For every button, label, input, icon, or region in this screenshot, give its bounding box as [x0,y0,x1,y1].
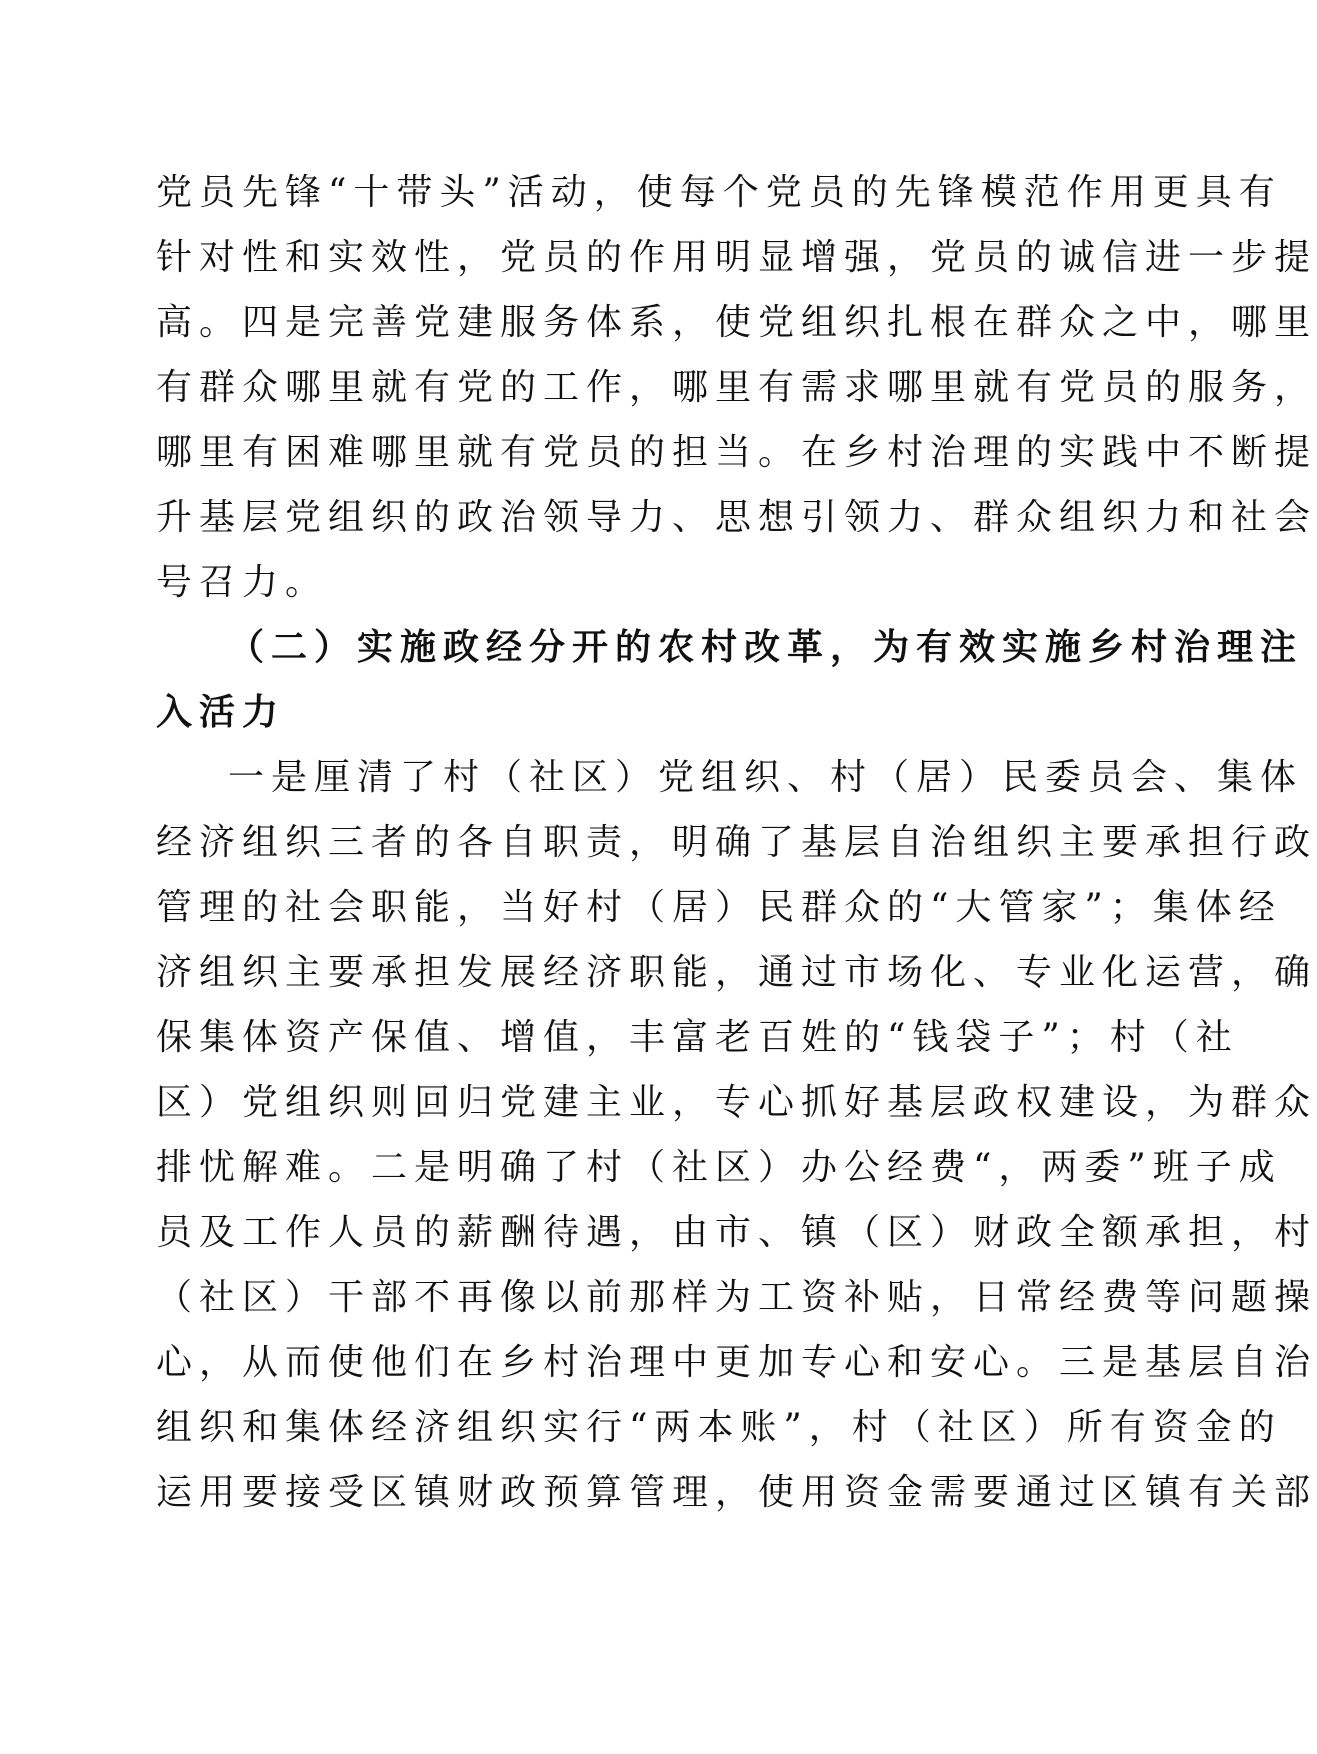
text-line: 党员先锋“十带头”活动，使每个党员的先锋模范作用更具有 [156,172,1282,213]
text-line: 高。四是完善党建服务体系，使党组织扎根在群众之中，哪里 [156,302,1317,343]
text-line: （社区）干部不再像以前那样为工资补贴，日常经费等问题操 [156,1277,1317,1318]
text-line: 区）党组织则回归党建主业，专心抓好基层政权建设，为群众 [156,1082,1317,1123]
text-line: 排忧解难。二是明确了村（社区）办公经费“，两委”班子成 [156,1147,1282,1188]
text-line: 运用要接受区镇财政预算管理，使用资金需要通过区镇有关部 [156,1472,1317,1513]
paragraph-1 [156,160,1317,615]
text-line: 心，从而使他们在乡村治理中更加专心和安心。三是基层自治 [156,1342,1317,1383]
text-line: 组织和集体经济组织实行“两本账”，村（社区）所有资金的 [156,1407,1282,1448]
text-line: 济组织主要承担发展经济职能，通过市场化、专业化运营，确 [156,952,1317,993]
text-line: 升基层党组织的政治领导力、思想引领力、群众组织力和社会 [156,497,1317,538]
paragraph-2 [156,745,1317,1525]
text-line: 员及工作人员的薪酬待遇，由市、镇（区）财政全额承担，村 [156,1212,1317,1253]
text-line: 有群众哪里就有党的工作，哪里有需求哪里就有党员的服务， [156,367,1317,408]
text-line: 针对性和实效性，党员的作用明显增强，党员的诚信进一步提 [156,237,1317,278]
heading-line: 入活力 [156,691,286,733]
heading-line: （二）实施政经分开的农村改革，为有效实施乡村治理注 [228,626,1304,668]
section-heading [156,615,1304,745]
document-body [156,160,1317,1525]
text-line: 管理的社会职能，当好村（居）民群众的“大管家”；集体经 [156,887,1282,928]
text-line: 保集体资产保值、增值，丰富老百姓的“钱袋子”；村（社 [156,1017,1239,1058]
text-line: 一是厘清了村（社区）党组织、村（居）民委员会、集体 [228,757,1304,798]
text-line: 经济组织三者的各自职责，明确了基层自治组织主要承担行政 [156,822,1317,863]
text-line: 号召力。 [156,562,329,603]
text-line: 哪里有困难哪里就有党员的担当。在乡村治理的实践中不断提 [156,432,1317,473]
